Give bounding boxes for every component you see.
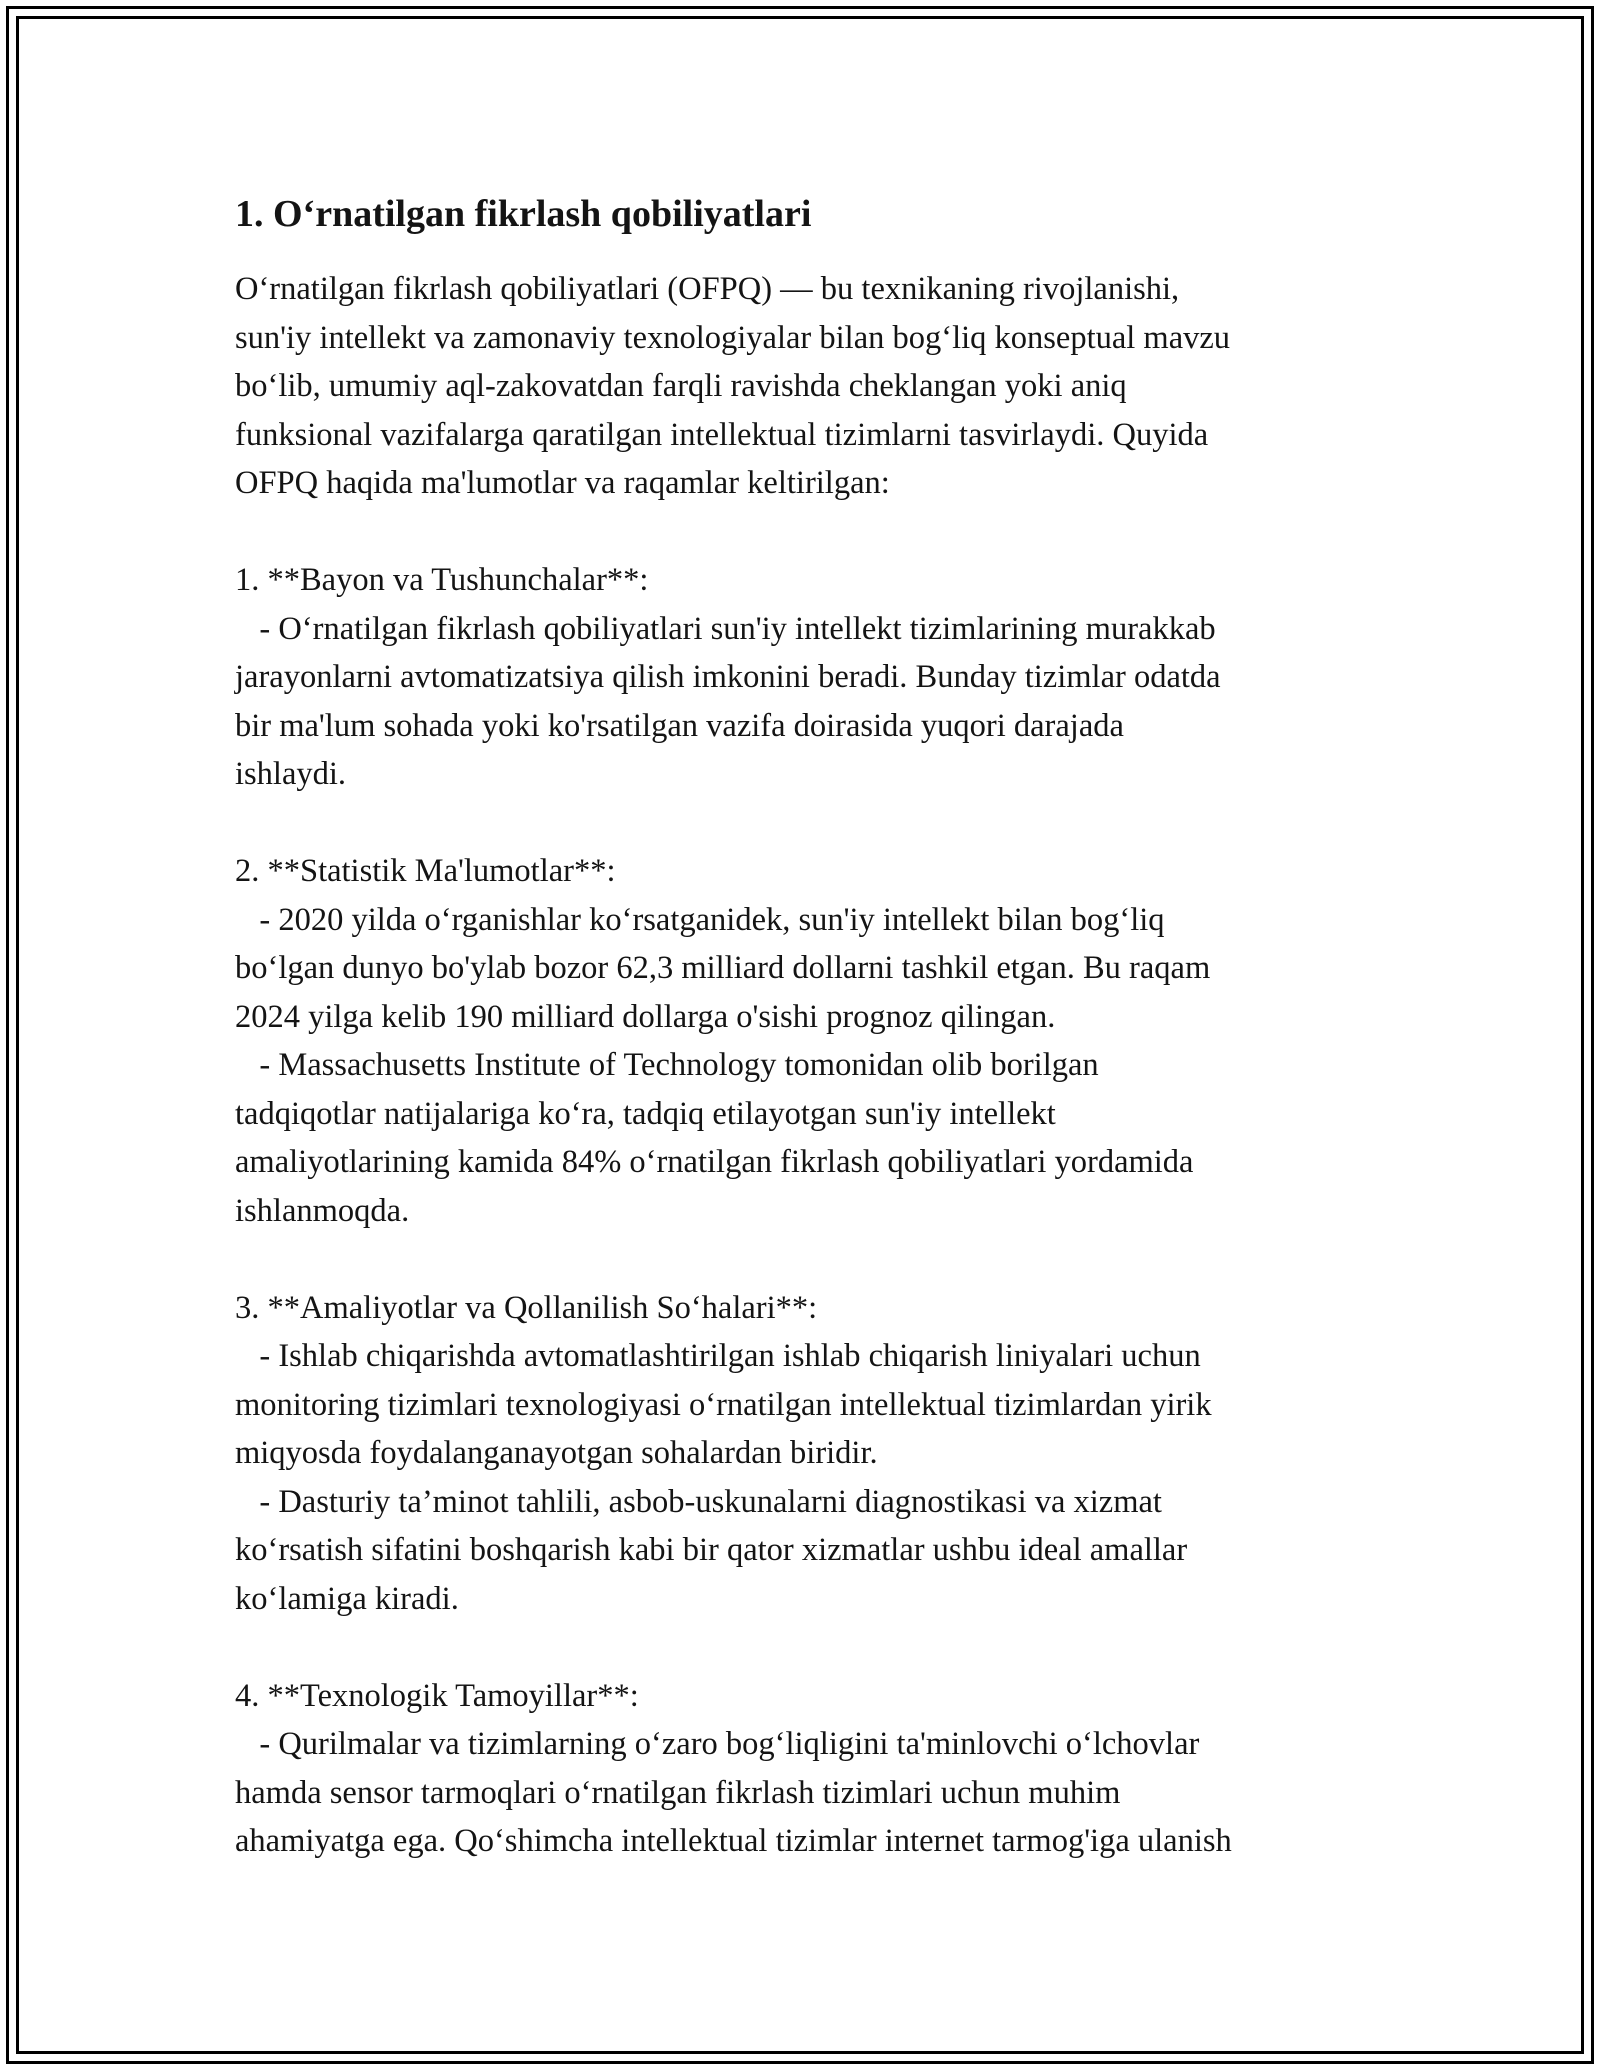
page-title: 1. O‘rnatilgan fikrlash qobiliyatlari: [235, 193, 812, 235]
body-text: O‘rnatilgan fikrlash qobiliyatlari (OFPQ) — bu texnikaning rivojlanishi, sun'iy intellekt va zamonaviy texnologiyalar bilan bog‘liq konseptual mavzu bo‘lib, umumiy aql-zakovatdan farqli ravishda cheklangan yoki aniq funksional vazifalarga qaratilgan intellektual tizimlarni tasvirlaydi. Quyida OFPQ haqida ma'lumotlar va raqamlar keltirilgan: 1. **Bayon va Tushunchalar**: - O‘rnatilgan fikrlash qobiliyatlari sun'iy intellekt tizimlarining murakkab jarayonlarni avtomatizatsiya qilish imkonini beradi. Bunday tizimlar odatda bir ma'lum sohada yoki ko'rsatilgan vazifa doirasida yuqori darajada ishlaydi. 2. **Statistik Ma'lumotlar**: - 2020 yilda o‘rganishlar ko‘rsatganidek, sun'iy intellekt bilan bog‘liq bo‘lgan dunyo bo'ylab bozor 62,3 milliard dollarni tashkil etgan. Bu raqam 2024 yilga kelib 190 milliard dollarga o'sishi prognoz qilingan. - Massachusetts Institute of Technology tomonidan olib borilgan tadqiqotlar natijalariga ko‘ra, tadqiq etilayotgan sun'iy intellekt amaliyotlarining kamida 84% o‘rnatilgan fikrlash qobiliyatlari yordamida ishlanmoqda. 3. **Amaliyotlar va Qollanilish So‘halari**: - Ishlab chiqarishda avtomatlashtirilgan ishlab chiqarish liniyalari uchun monitoring tizimlari texnologiyasi o‘rnatilgan intellektual tizimlardan yirik miqyosda foydalanganayotgan sohalardan biridir. - Dasturiy ta’minot tahlili, asbob-uskunalarni diagnostikasi va xizmat ko‘rsatish sifatini boshqarish kabi bir qator xizmatlar ushbu ideal amallar ko‘lamiga kiradi. 4. **Texnologik Tamoyillar**: - Qurilmalar va tizimlarning o‘zaro bog‘liqligini ta'minlovchi o‘lchovlar hamda sensor tarmoqlari o‘rnatilgan fikrlash tizimlari uchun muhim ahamiyatga ega. Qo‘shimcha intellektual tizimlar internet tarmog'iga ulanish: [235, 271, 1232, 1859]
document-content: [235, 185, 1380, 1866]
